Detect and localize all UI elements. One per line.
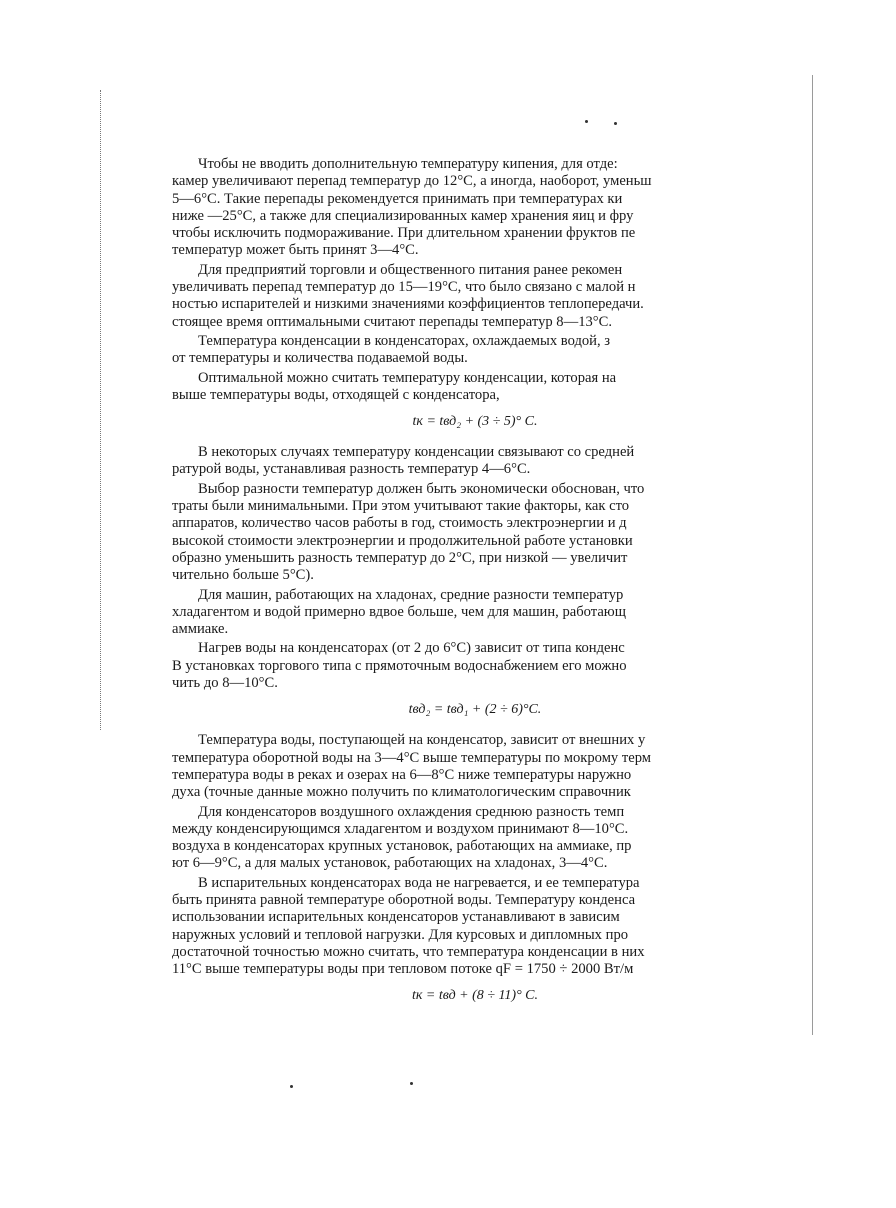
text-line: образно уменьшить разность температур до 2°С, при низкой — увеличит [172,549,628,566]
text-line: температур может быть принят 3—4°С. [172,242,419,259]
text-line: Температура воды, поступающей на конденсатор, зависит от внешних у [198,732,646,749]
scan-speck [585,120,588,123]
text-line: выше температуры воды, отходящей с конденсатора, [172,386,500,403]
paragraph [172,370,778,405]
text-line: ратурой воды, устанавливая разность температур 4—6°С. [172,461,531,478]
section-bottom [172,732,778,978]
text-line: достаточной точностью можно считать, что температура конденсации в них [172,943,645,960]
scan-right-edge-line [812,75,813,1035]
paragraph [172,732,778,801]
text-line: 5—6°С. Такие перепады рекомендуется принимать при температурах ки [172,190,623,207]
text-line: Нагрев воды на конденсаторах (от 2 до 6°С) зависит от типа конденс [198,640,625,657]
text-line: чтобы исключить подмораживание. При длительном хранении фруктов пе [172,225,636,242]
text-line: между конденсирующимся хладагентом и воздухом принимают 8—10°С. [172,820,629,837]
text-line: траты были минимальными. При этом учитывают такие факторы, как сто [172,498,630,515]
paragraph [172,804,778,873]
text-line: В испарительных конденсаторах вода не нагревается, и ее температура [198,874,640,891]
text-line: Выбор разности температур должен быть экономически обоснован, что [198,480,645,497]
text-line: камер увеличивают перепад температур до 12°С, а иногда, наоборот, уменьш [172,173,652,190]
scan-speck [410,1082,413,1085]
text-line: воздуха в конденсаторах крупных установок, работающих на аммиаке, пр [172,838,632,855]
formula-evaporative-condenser: tк = tвд + (8 ÷ 11)° С. [411,988,539,1004]
text-line: Для машин, работающих на хладонах, средние разности температур [198,586,624,603]
paragraph [172,875,778,979]
paragraph [172,481,778,585]
formula-water-heating: tвд₂ = tвд₁ + (2 ÷ 6)°С. [408,702,542,718]
paragraph [172,444,778,479]
paragraph [172,262,778,331]
text-line: использовании испарительных конденсаторов устанавливают в зависим [172,909,620,926]
text-line: Оптимальной можно считать температуру конденсации, которая на [198,369,617,386]
text-line: ниже —25°С, а также для специализированных камер хранения яиц и фру [172,207,634,224]
text-line: стоящее время оптимальными считают перепады температур 8—13°С. [172,313,613,330]
text-line: чить до 8—10°С. [172,675,278,692]
section-top [172,156,778,404]
text-line: ют 6—9°С, а для малых установок, работающих на хладонах, 3—4°С. [172,855,608,872]
scan-left-margin-marks [100,90,107,730]
text-line: чительно больше 5°С). [172,567,314,584]
text-line: высокой стоимости электроэнергии и продолжительной работе установки [172,532,633,549]
text-line: температура воды в реках и озерах на 6—8°С ниже температуры наружно [172,766,632,783]
text-line: увеличивать перепад температур до 15—19°С, что было связано с малой н [172,279,636,296]
text-line: 11°С выше температуры воды при тепловом потоке qF = 1750 ÷ 2000 Вт/м [172,961,634,978]
text-line: духа (точные данные можно получить по климатологическим справочник [172,784,631,801]
scan-speck [290,1085,293,1088]
text-line: ностью испарителей и низкими значениями коэффициентов теплопередачи. [172,296,644,313]
text-line: В установках торгового типа с прямоточным водоснабжением его можно [172,657,627,674]
text-line: Для предприятий торговли и общественного питания ранее рекомен [198,261,623,278]
text-line: аммиаке. [172,621,229,638]
paragraph [172,333,778,368]
text-line: Для конденсаторов воздушного охлаждения среднюю разность темп [198,803,625,820]
text-line: хладагентом и водой примерно вдвое больше, чем для машин, работающ [172,603,626,620]
text-line: Чтобы не вводить дополнительную температуру кипения, для отде: [198,156,618,172]
paragraph [172,156,778,260]
text-line: быть принята равной температуре оборотной воды. Температуру конденса [172,891,636,908]
scan-speck [614,122,617,125]
text-line: температура оборотной воды на 3—4°С выше температуры по мокрому терм [172,749,652,766]
paragraph [172,587,778,639]
text-line: В некоторых случаях температуру конденсации связывают со средней [198,444,635,461]
section-middle [172,444,778,692]
text-line: от температуры и количества подаваемой воды. [172,350,468,367]
paragraph [172,640,778,692]
document-page [172,156,778,1056]
text-line: наружных условий и тепловой нагрузки. Для курсовых и дипломных про [172,926,629,943]
text-line: Температура конденсации в конденсаторах, охлаждаемых водой, з [198,332,611,349]
text-line: аппаратов, количество часов работы в год, стоимость электроэнергии и д [172,515,627,532]
formula-condensation-temp: tк = tвд₂ + (3 ÷ 5)° С. [412,414,538,430]
